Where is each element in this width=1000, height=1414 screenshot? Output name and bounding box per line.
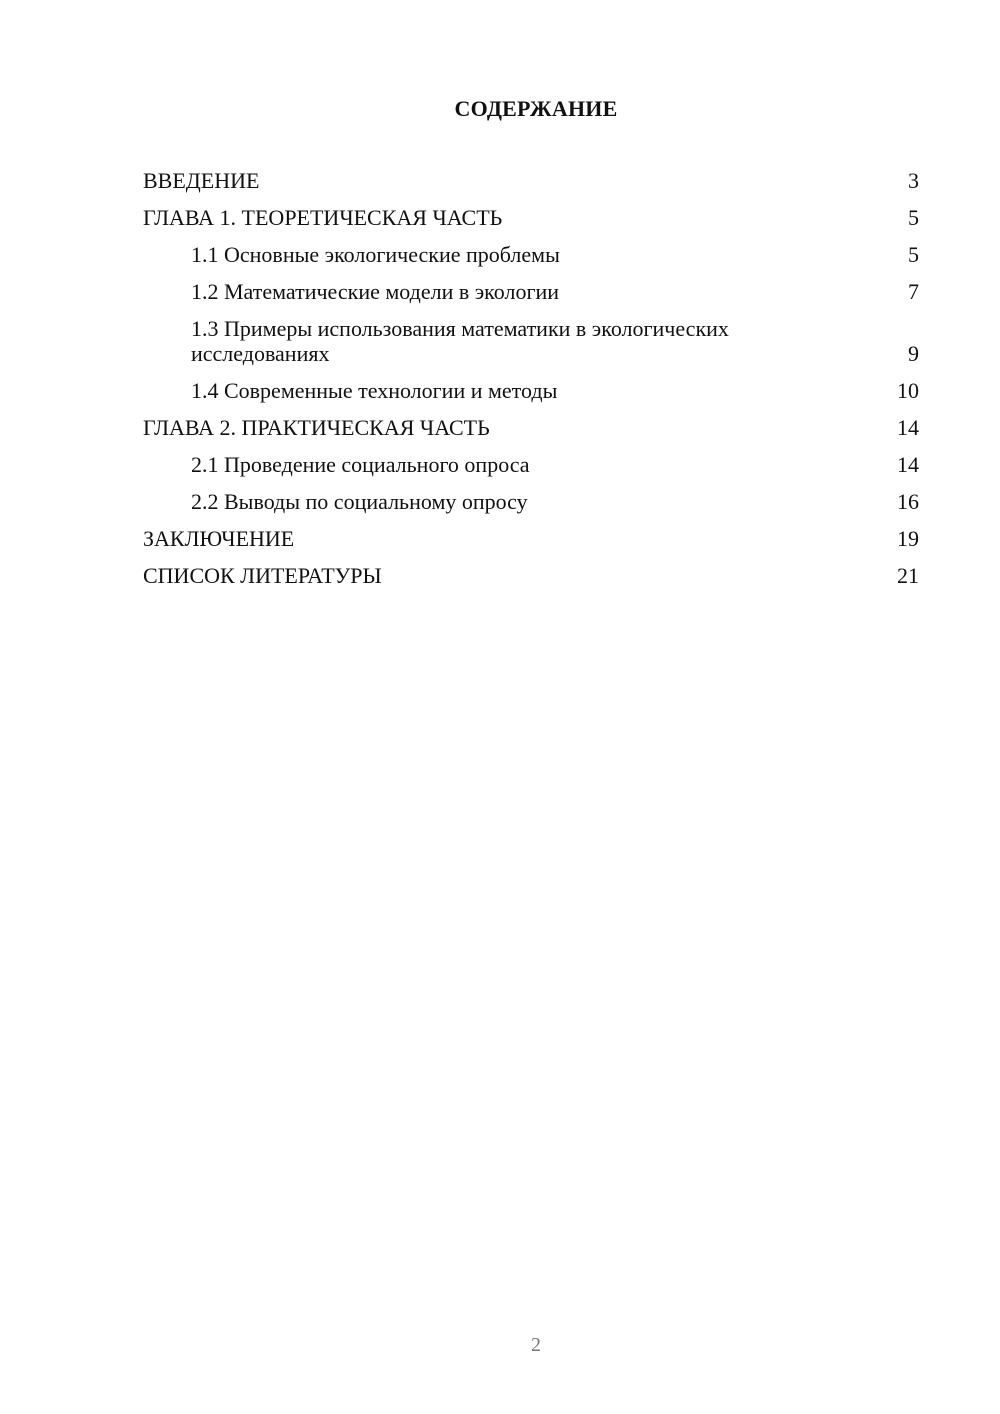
toc-entry-chapter-1[interactable] [143,205,919,230]
toc-entry-page: 19 [897,526,919,551]
toc-entry-page: 10 [897,378,919,403]
toc-list [143,168,919,600]
toc-entry-page: 3 [908,168,919,193]
toc-entry-section-1-3[interactable] [143,316,919,366]
toc-entry-page: 5 [908,205,919,230]
toc-entry-references[interactable] [143,563,919,588]
toc-entry-page: 16 [897,489,919,514]
toc-entry-label: 1.4 Современные технологии и методы [191,378,558,403]
toc-entry-label: ГЛАВА 1. ТЕОРЕТИЧЕСКАЯ ЧАСТЬ [143,205,503,230]
toc-entry-page: 9 [908,341,919,366]
toc-entry-label: ВВЕДЕНИЕ [143,168,260,193]
toc-entry-label: 1.2 Математические модели в экологии [191,279,560,304]
toc-entry-label: ГЛАВА 2. ПРАКТИЧЕСКАЯ ЧАСТЬ [143,415,490,440]
toc-entry-section-1-4[interactable] [143,378,919,403]
toc-entry-section-1-2[interactable] [143,279,919,304]
toc-entry-page: 7 [908,279,919,304]
toc-entry-label: 2.2 Выводы по социальному опросу [191,489,528,514]
toc-entry-section-2-2[interactable] [143,489,919,514]
toc-entry-chapter-2[interactable] [143,415,919,440]
toc-entry-section-1-1[interactable] [143,242,919,267]
toc-entry-label: СПИСОК ЛИТЕРАТУРЫ [143,563,382,588]
toc-entry-label: ЗАКЛЮЧЕНИЕ [143,526,295,551]
toc-entry-page: 21 [897,563,919,588]
toc-entry-label: 1.3 Примеры использования математики в экологических исследованиях [191,316,729,366]
toc-entry-introduction[interactable] [143,168,919,193]
page-number: 2 [531,1334,541,1356]
toc-entry-label: 1.1 Основные экологические проблемы [191,242,560,267]
toc-entry-label: 2.1 Проведение социального опроса [191,452,530,477]
toc-entry-page: 14 [897,452,919,477]
toc-entry-page: 14 [897,415,919,440]
toc-entry-conclusion[interactable] [143,526,919,551]
toc-entry-section-2-1[interactable] [143,452,919,477]
toc-title: СОДЕРЖАНИЕ [454,96,618,121]
toc-entry-page: 5 [908,242,919,267]
